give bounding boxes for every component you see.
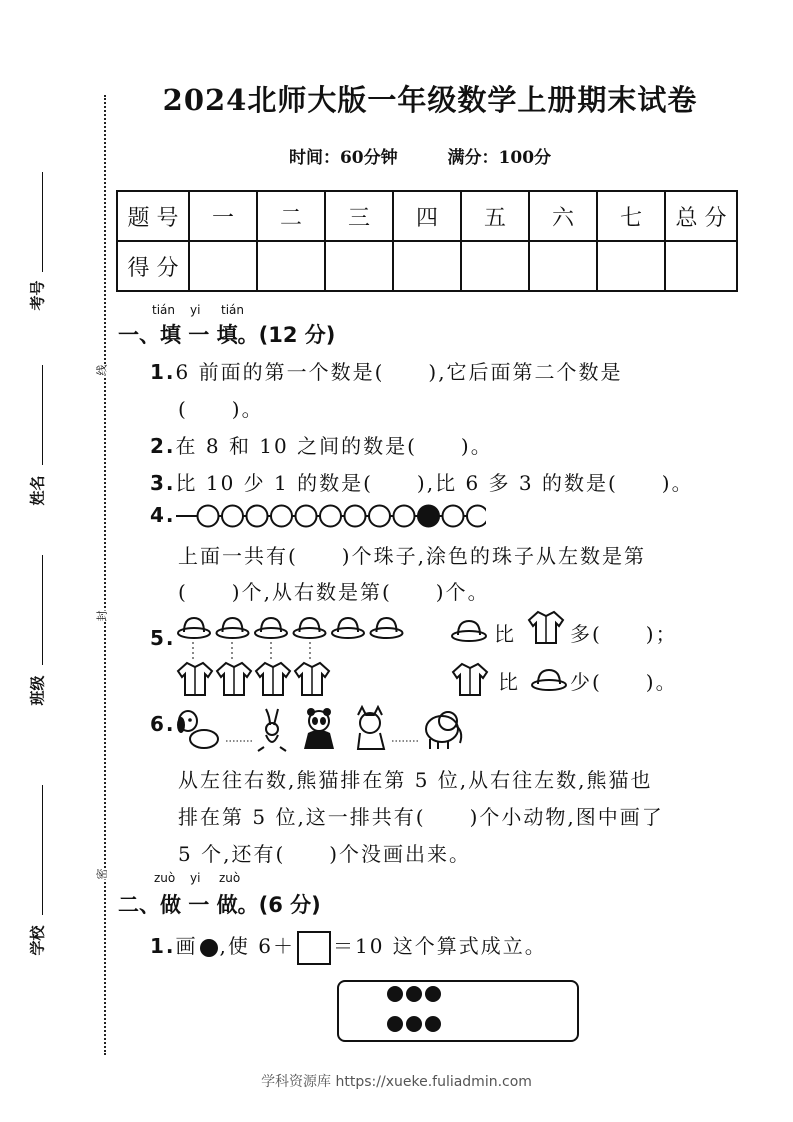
bead	[345, 506, 366, 527]
question-4	[150, 503, 176, 527]
compare-1	[494, 618, 516, 647]
dot	[406, 1016, 422, 1032]
dot	[387, 986, 403, 1002]
pinyin: zuò	[219, 871, 241, 885]
pinyin: yi	[190, 303, 201, 317]
clothes-icon	[450, 660, 490, 698]
hat-icon	[332, 618, 364, 638]
question-6-line3: 5 个,还有( )个没画出来。	[178, 842, 472, 866]
school-label: 学校	[28, 925, 47, 956]
score-cell: 题 号	[117, 191, 189, 241]
bead	[296, 506, 317, 527]
clothes-row	[176, 660, 336, 698]
class-line	[42, 555, 43, 665]
question-number: 3.	[150, 471, 176, 495]
section-1-title: 一、填 一 填。(12 分)	[118, 323, 336, 347]
score-table	[116, 190, 738, 292]
question-number: 1.	[150, 934, 176, 958]
score-cell: 七	[597, 191, 665, 241]
beads	[198, 506, 487, 527]
bead	[222, 506, 243, 527]
hat-icon	[450, 615, 488, 643]
compare-2	[498, 666, 520, 695]
pinyin: tián	[152, 303, 175, 317]
compare-word: 比	[494, 622, 516, 646]
question-number: 6.	[150, 712, 176, 736]
name-line	[42, 365, 43, 465]
score-cell: 四	[393, 191, 461, 241]
bead	[394, 506, 415, 527]
bead	[198, 506, 219, 527]
dotted-connectors	[176, 642, 336, 662]
hat-icon	[255, 618, 287, 638]
question-1-cont: ( )。	[178, 397, 264, 421]
clothes-icon	[217, 663, 251, 695]
pinyin: tián	[221, 303, 244, 317]
question-text: 6 前面的第一个数是( ),它后面第二个数是	[175, 360, 623, 384]
question-text: ,使 6＋	[219, 934, 295, 958]
score-cell[interactable]	[665, 241, 737, 291]
question-text: 在 8 和 10 之间的数是( )。	[175, 434, 493, 458]
class-label: 班级	[28, 675, 47, 706]
question-6-line2: 排在第 5 位,这一排共有( )个小动物,图中画了	[178, 805, 664, 829]
bead	[247, 506, 268, 527]
hat-icon	[530, 664, 568, 692]
dog-icon	[177, 711, 218, 748]
bead	[369, 506, 390, 527]
panda-icon	[304, 708, 334, 749]
bead	[443, 506, 464, 527]
hat-icon	[217, 618, 249, 638]
score-cell: 二	[257, 191, 325, 241]
question-4-line2: ( )个,从右数是第( )个。	[178, 580, 490, 604]
dot	[425, 1016, 441, 1032]
bead-string	[176, 503, 486, 529]
question-5	[150, 626, 176, 650]
score-cell: 总 分	[665, 191, 737, 241]
question-number: 5.	[150, 626, 176, 650]
score-table-score-row	[117, 241, 737, 291]
score-cell: 五	[461, 191, 529, 241]
hat-icon	[371, 618, 403, 638]
exam-info	[120, 143, 720, 168]
question-3	[150, 467, 694, 496]
score-cell[interactable]	[597, 241, 665, 291]
exam-no-label: 考号	[28, 280, 47, 311]
question-2-1	[150, 930, 547, 965]
score-cell: 六	[529, 191, 597, 241]
score-cell: 得 分	[117, 241, 189, 291]
compare-2-text: 少( )。	[570, 670, 678, 694]
question-1	[150, 356, 623, 385]
binding-dotted-line	[104, 95, 106, 1055]
animal-row	[174, 705, 469, 755]
compare-1-text: 多( )；	[570, 622, 678, 646]
score-cell[interactable]	[257, 241, 325, 291]
school-line	[42, 785, 43, 915]
question-4-line1: 上面一共有( )个珠子,涂色的珠子从左数是第	[178, 544, 646, 568]
exam-full-score: 满分：100分	[447, 148, 552, 168]
section-2-title: 二、做 一 做。(6 分)	[118, 893, 321, 917]
question-6-line1: 从左往右数,熊猫排在第 5 位,从右往左数,熊猫也	[178, 768, 653, 792]
dot-grid	[339, 982, 577, 1040]
page-title: 2024北师大版一年级数学上册期末试卷	[162, 83, 698, 117]
clothes-icon	[295, 663, 329, 695]
dot-drawing-box[interactable]	[337, 980, 579, 1042]
question-6	[150, 712, 176, 736]
hat-icon	[294, 618, 326, 638]
clothes-icon	[526, 608, 566, 646]
dot	[387, 1016, 403, 1032]
bead-filled	[418, 506, 439, 527]
exam-time: 时间：60分钟	[288, 148, 398, 168]
score-cell: 三	[325, 191, 393, 241]
answer-box[interactable]	[297, 931, 331, 965]
score-cell[interactable]	[461, 241, 529, 291]
dot	[425, 986, 441, 1002]
pinyin: yi	[190, 871, 201, 885]
score-cell: 一	[189, 191, 257, 241]
elephant-icon	[426, 712, 461, 749]
rabbit-icon	[258, 709, 286, 751]
clothes-icon	[256, 663, 290, 695]
score-cell[interactable]	[325, 241, 393, 291]
score-table-header-row	[117, 191, 737, 241]
bead	[467, 506, 486, 527]
clothes-icon	[178, 663, 212, 695]
question-2	[150, 430, 493, 459]
score-cell[interactable]	[529, 241, 597, 291]
name-label: 姓名	[28, 475, 47, 506]
footer-source: 学科资源库 https://xueke.fuliadmin.com	[261, 1074, 532, 1090]
question-number: 1.	[150, 360, 176, 384]
question-number: 2.	[150, 434, 176, 458]
hat-icon	[178, 618, 210, 638]
compare-word: 比	[498, 670, 520, 694]
bind-word-seal: 封	[95, 610, 109, 622]
cat-icon	[358, 707, 384, 749]
bind-word-line: 线	[95, 364, 109, 376]
question-text: 画	[175, 934, 198, 958]
black-dot-icon	[200, 939, 218, 957]
bind-word-secret: 密	[95, 868, 109, 880]
dot	[406, 986, 422, 1002]
question-text: 比 10 少 1 的数是( ),比 6 多 3 的数是( )。	[175, 471, 694, 495]
bead	[320, 506, 341, 527]
exam-no-line	[42, 172, 43, 272]
score-cell[interactable]	[393, 241, 461, 291]
bead	[271, 506, 292, 527]
question-text: ＝10 这个算式成立。	[332, 934, 547, 958]
hat-row	[176, 612, 411, 642]
pinyin: zuò	[154, 871, 176, 885]
question-number: 4.	[150, 503, 176, 527]
score-cell[interactable]	[189, 241, 257, 291]
